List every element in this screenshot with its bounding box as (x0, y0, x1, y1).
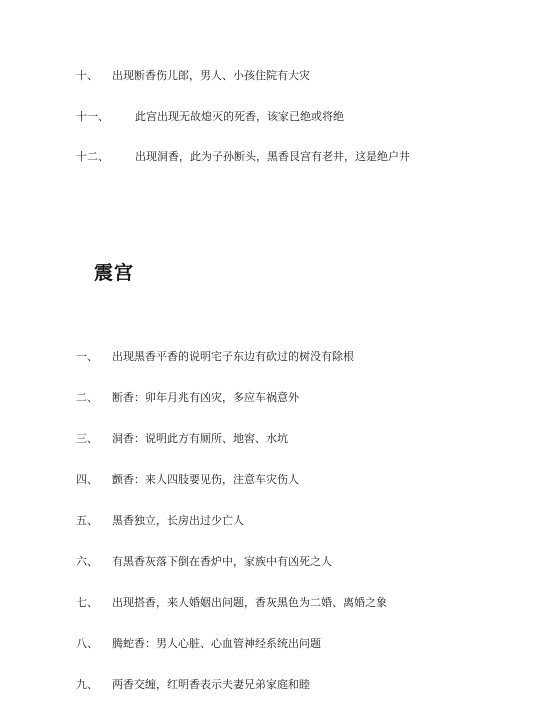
list-item (0, 150, 410, 164)
item-number: 二、 (76, 391, 98, 404)
item-text: 腾蛇香：男人心脏、心血管神经系统出问题 (112, 637, 321, 650)
item-text: 出现洞香，此为子孙断头，黑香艮宫有老井，这是绝户井 (135, 150, 410, 163)
item-number: 四、 (76, 473, 98, 486)
item-text: 两香交缠，红明香表示夫妻兄弟家庭和睦 (112, 678, 310, 691)
item-text: 此宫出现无故熄灭的死香，该家已绝或将绝 (135, 110, 344, 123)
section-heading: 震宫 (94, 262, 135, 284)
list-item (0, 69, 310, 83)
item-number: 十一、 (76, 110, 109, 123)
list-item (0, 391, 299, 405)
item-number: 六、 (76, 555, 98, 568)
item-text: 出现搭香，来人婚姻出问题，香灰黑色为二婚、离婚之象 (112, 596, 387, 609)
item-text: 有黑香灰落下倒在香炉中，家族中有凶死之人 (112, 555, 332, 568)
item-text: 出现黑香平香的说明宅子东边有砍过的树没有除根 (112, 350, 354, 363)
item-number: 五、 (76, 514, 98, 527)
list-item (0, 514, 244, 528)
item-text: 洞香：说明此方有厕所、地窖、水坑 (112, 432, 288, 445)
list-item (0, 596, 387, 610)
list-item (0, 432, 288, 446)
item-number: 一、 (76, 350, 98, 363)
list-item (0, 637, 321, 651)
list-item (0, 110, 344, 124)
list-item (0, 350, 354, 364)
item-text: 断香：卯年月兆有凶灾，多应车祸意外 (112, 391, 299, 404)
item-text: 颤香：来人四肢要见伤，注意车灾伤人 (112, 473, 299, 486)
item-text: 黑香独立，长房出过少亡人 (112, 514, 244, 527)
item-number: 十、 (76, 69, 98, 82)
list-item (0, 678, 310, 692)
list-item (0, 555, 332, 569)
item-text: 出现断香伤儿郎，男人、小孩住院有大灾 (112, 69, 310, 82)
item-number: 七、 (76, 596, 98, 609)
item-number: 九、 (76, 678, 98, 691)
item-number: 三、 (76, 432, 98, 445)
item-number: 十二、 (76, 150, 109, 163)
list-item (0, 473, 299, 487)
item-number: 八、 (76, 637, 98, 650)
